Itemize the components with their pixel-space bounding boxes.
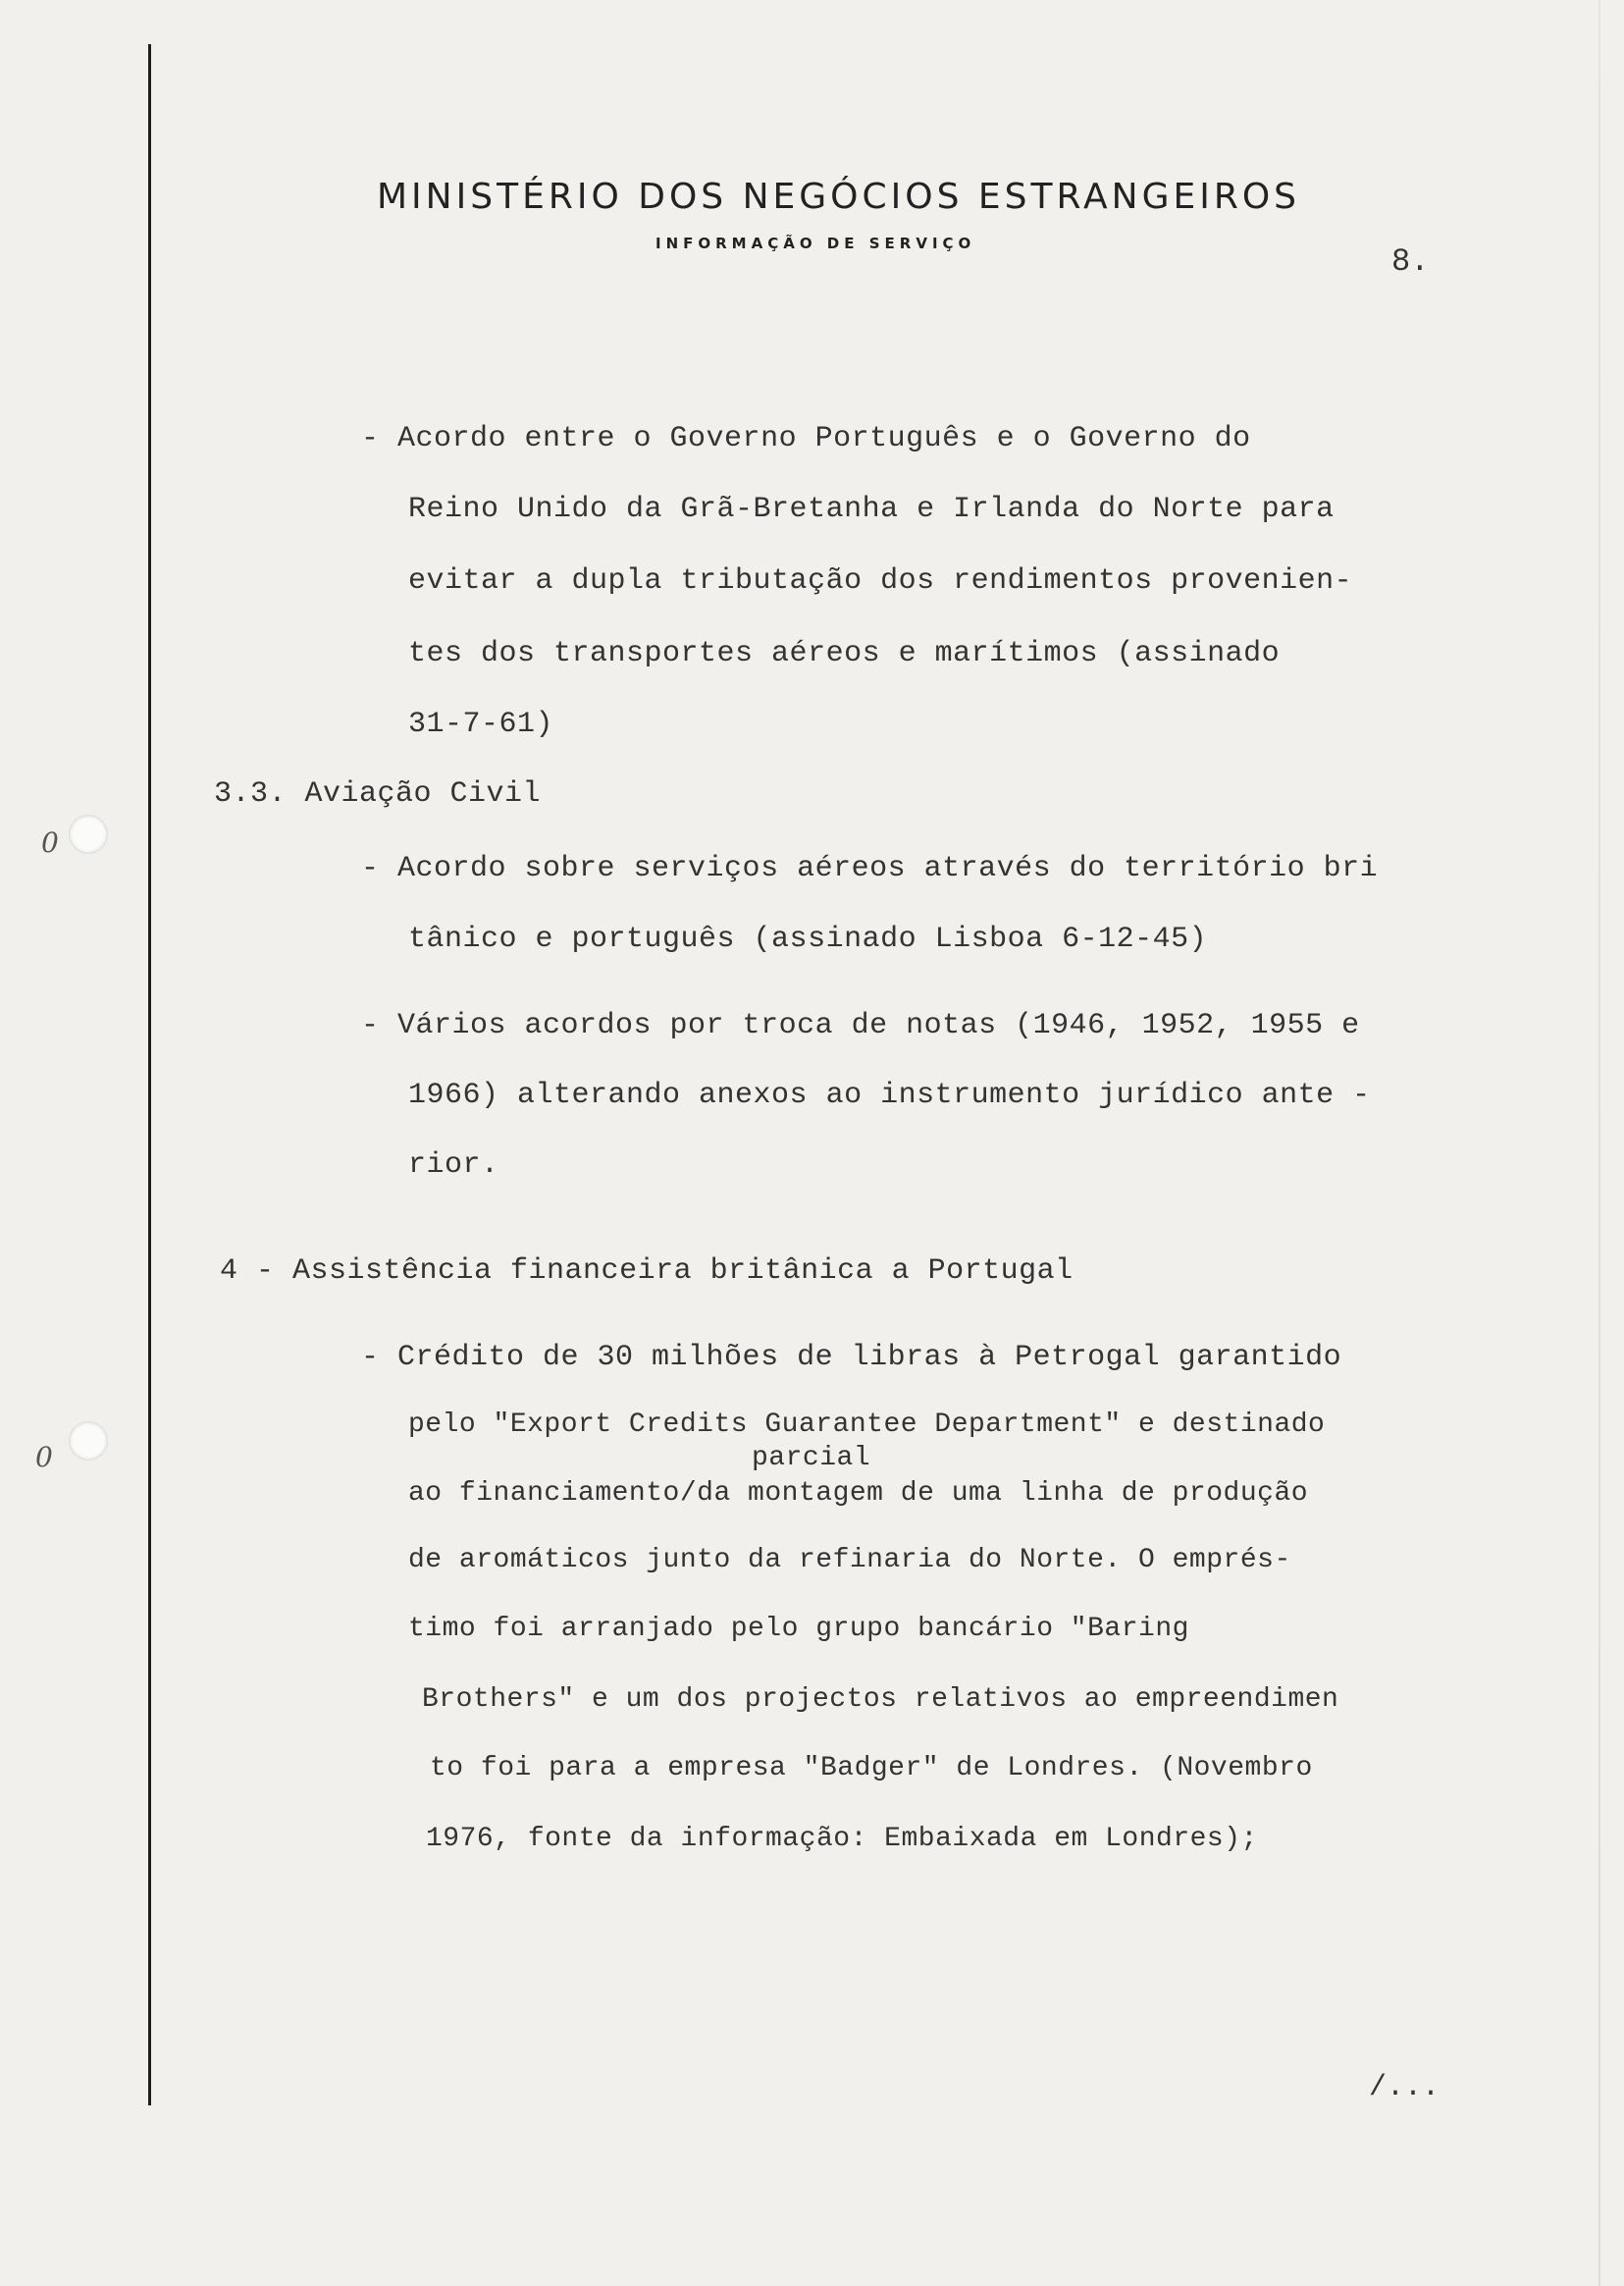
text-line: de aromáticos junto da refinaria do Norte. O emprés- [408, 1545, 1291, 1575]
page-edge [1598, 0, 1600, 2286]
text-line: Brothers" e um dos projectos relativos ao empreendimen [422, 1684, 1339, 1715]
service-subtitle: INFORMAÇÃO DE SERVIÇO [655, 235, 976, 252]
text-line: rior. [408, 1148, 499, 1182]
text-line: to foi para a empresa "Badger" de Londres. (Novembro [430, 1753, 1313, 1783]
margin-rule [148, 44, 151, 2105]
text-line: 1976, fonte da informação: Embaixada em Londres); [426, 1824, 1258, 1854]
text-line: Reino Unido da Grã-Bretanha e Irlanda do Norte para [408, 493, 1335, 526]
punch-mark: 0 [41, 826, 59, 859]
text-line: timo foi arranjado pelo grupo bancário "Baring [408, 1614, 1189, 1644]
text-line: 31-7-61) [408, 708, 554, 741]
text-line: pelo "Export Credits Guarantee Department" e destinado [408, 1409, 1326, 1440]
punch-hole [69, 815, 108, 854]
section-heading: 3.3. Aviação Civil [214, 777, 542, 811]
interlinear-insertion: parcial [752, 1443, 871, 1473]
continuation-mark: /... [1369, 2071, 1441, 2104]
punch-hole [69, 1421, 108, 1461]
text-line: 1966) alterando anexos ao instrumento jurídico ante - [408, 1079, 1371, 1112]
punch-mark: 0 [35, 1441, 53, 1473]
ministry-heading: MINISTÉRIO DOS NEGÓCIOS ESTRANGEIROS [377, 177, 1301, 217]
text-line: - Acordo entre o Governo Português e o Governo do [361, 422, 1251, 455]
text-line: evitar a dupla tributação dos rendimentos provenien- [408, 564, 1353, 598]
text-line: - Crédito de 30 milhões de libras à Petrogal garantido [361, 1341, 1342, 1374]
text-line: - Vários acordos por troca de notas (1946, 1952, 1955 e [361, 1009, 1360, 1042]
section-heading: 4 - Assistência financeira britânica a Portugal [220, 1254, 1074, 1288]
text-line: tes dos transportes aéreos e marítimos (assinado [408, 637, 1281, 670]
text-line: - Acordo sobre serviços aéreos através do território bri [361, 852, 1379, 885]
text-line: ao financiamento/da montagem de uma linha de produção [408, 1478, 1309, 1509]
text-line: tânico e português (assinado Lisboa 6-12-45) [408, 923, 1208, 956]
page-number: 8. [1391, 243, 1430, 280]
